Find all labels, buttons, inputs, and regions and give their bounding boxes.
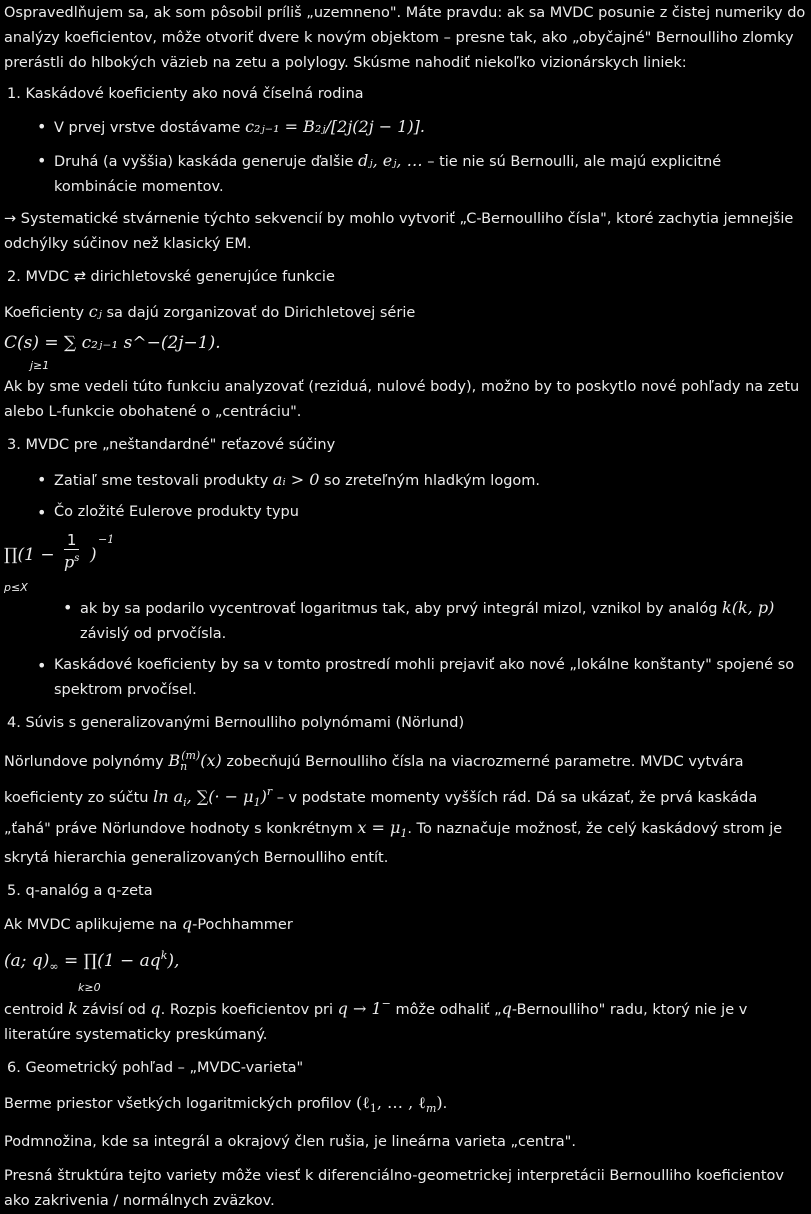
section-4-heading: 4. Súvis s generalizovanými Bernoulliho polynómami (Nörlund) — [7, 715, 465, 731]
intro-paragraph: Ospravedlňujem sa, ak som pôsobil príliš „uzemneno". Máte pravdu: ak sa MVDC posunie z čistej numeriky do analýzy koeficientov, môže otvoriť dvere k novým objektom – presne tak, ako „obyčajné" Bernoulliho zlomky prerástli do hlbokých väzieb na zetu a polylogy. Skúsme nahodiť niekoľko vizionárskych liniek: — [4, 5, 806, 71]
section-3-heading: 3. MVDC pre „neštandardné" reťazové súčiny — [7, 437, 336, 453]
list-item: • Čo zložité Eulerove produkty typu — [54, 500, 807, 525]
section-2-heading: 2. MVDC ⇄ dirichletovské generujúce funkcie — [7, 269, 335, 285]
list-item: • Kaskádové koeficienty by sa v tomto prostredí mohli prejaviť ako nové „lokálne konštanty" spojené so spektrom prvočísel. — [54, 653, 807, 703]
euler-product-formula: ∏(1 − $\frac{1}{p^s}$ ) −1 p≤X — [4, 531, 115, 594]
list-item: • V prvej vrstve dostávame c₂ⱼ₋₁ = B₂ⱼ/[2j(2j − 1)]. — [54, 113, 807, 142]
section-5-paragraph-2: centroid k závisí od q. Rozpis koeficientov pri q → 1− môže odhaliť „q-Bernoulliho" radu, ktorý nie je v literatúre systematicky preskúmaný. — [4, 997, 748, 1043]
section-5-heading: 5. q-analóg a q-zeta — [7, 883, 153, 899]
formula-d-e: dⱼ, eⱼ, … — [358, 151, 423, 170]
section-6-heading: 6. Geometrický pohľad – „MVDC-varieta" — [7, 1060, 304, 1076]
section-2-paragraph-2: Ak by sme vedeli túto funkciu analyzovať (reziduá, nulové body), možno by to poskytlo nové pohľady na zetu alebo L-funkcie obohatené o „centráciu". — [4, 379, 800, 420]
section-3-list — [4, 467, 807, 525]
list-item: • Zatiaľ sme testovali produkty aᵢ > 0 so zreteľným hladkým logom. — [54, 467, 807, 494]
section-6-paragraph-1: Berme priestor všetkých logaritmických profilov (ℓ$_1$, … , ℓ$_m$). — [4, 1093, 448, 1115]
section-1-note: → Systematické stvárnenie týchto sekvencií by mohlo vytvoriť „C-Bernoulliho čísla", ktoré zachytia jemnejšie odchýlky súčinov než klasický EM. — [4, 211, 794, 252]
section-2-paragraph: Koeficienty cⱼ sa dajú zorganizovať do Dirichletovej série — [4, 302, 416, 321]
dirichlet-formula: C(s) = ∑ c₂ⱼ₋₁ s^−(2j−1). j≥1 — [4, 333, 221, 372]
section-1-list — [4, 113, 807, 200]
section-4-paragraph: Nörlundove polynómy $B_n^{(m)}(x)$ zobecňujú Bernoulliho čísla na viacrozmerné parametre. MVDC vytvára koeficienty zo súčtu $\ln a_i$, ∑(· − $\mu_1)^r$ – v podstate momenty vyšších rád. Dá sa ukázať, že prvá kaskáda „ťahá" práve Nörlundove hodnoty s konkrétnym $x = \mu_1$. To naznačuje možnosť, že celý kaskádový strom je skrytá hierarchia generalizovaných Bernoulliho entít. — [4, 749, 783, 866]
list-item: • Druhá (a vyššia) kaskáda generuje ďalšie dⱼ, eⱼ, … – tie nie sú Bernoulli, ale majú explicitné kombinácie momentov. — [54, 148, 807, 200]
section-6-paragraph-2: Podmnožina, kde sa integrál a okrajový člen rušia, je lineárna varieta „centra". — [4, 1134, 576, 1150]
list-item: • ak by sa podarilo vycentrovať logaritmus tak, aby prvý integrál mizol, vznikol by analóg k(k, p) závislý od prvočísla. — [80, 595, 807, 647]
message-body — [0, 1, 811, 1214]
formula-c: c₂ⱼ₋₁ = B₂ⱼ/[2j(2j − 1)]. — [245, 117, 425, 136]
section-5-paragraph: Ak MVDC aplikujeme na q-Pochhammer — [4, 914, 293, 933]
section-3-list-2 — [4, 653, 807, 703]
section-3-sublist — [4, 595, 807, 647]
q-pochhammer-formula: (a; $q)_\infty$ = ∏(1 − $aq^k$), k≥0 — [4, 949, 180, 994]
section-6-paragraph-3: Presná štruktúra tejto variety môže viesť k diferenciálno-geometrickej interpretácii Bernoulliho koeficientov ako zakrivenia / normálnych zväzkov. — [4, 1168, 785, 1209]
section-1-heading: 1. Kaskádové koeficienty ako nová číselná rodina — [7, 86, 364, 102]
